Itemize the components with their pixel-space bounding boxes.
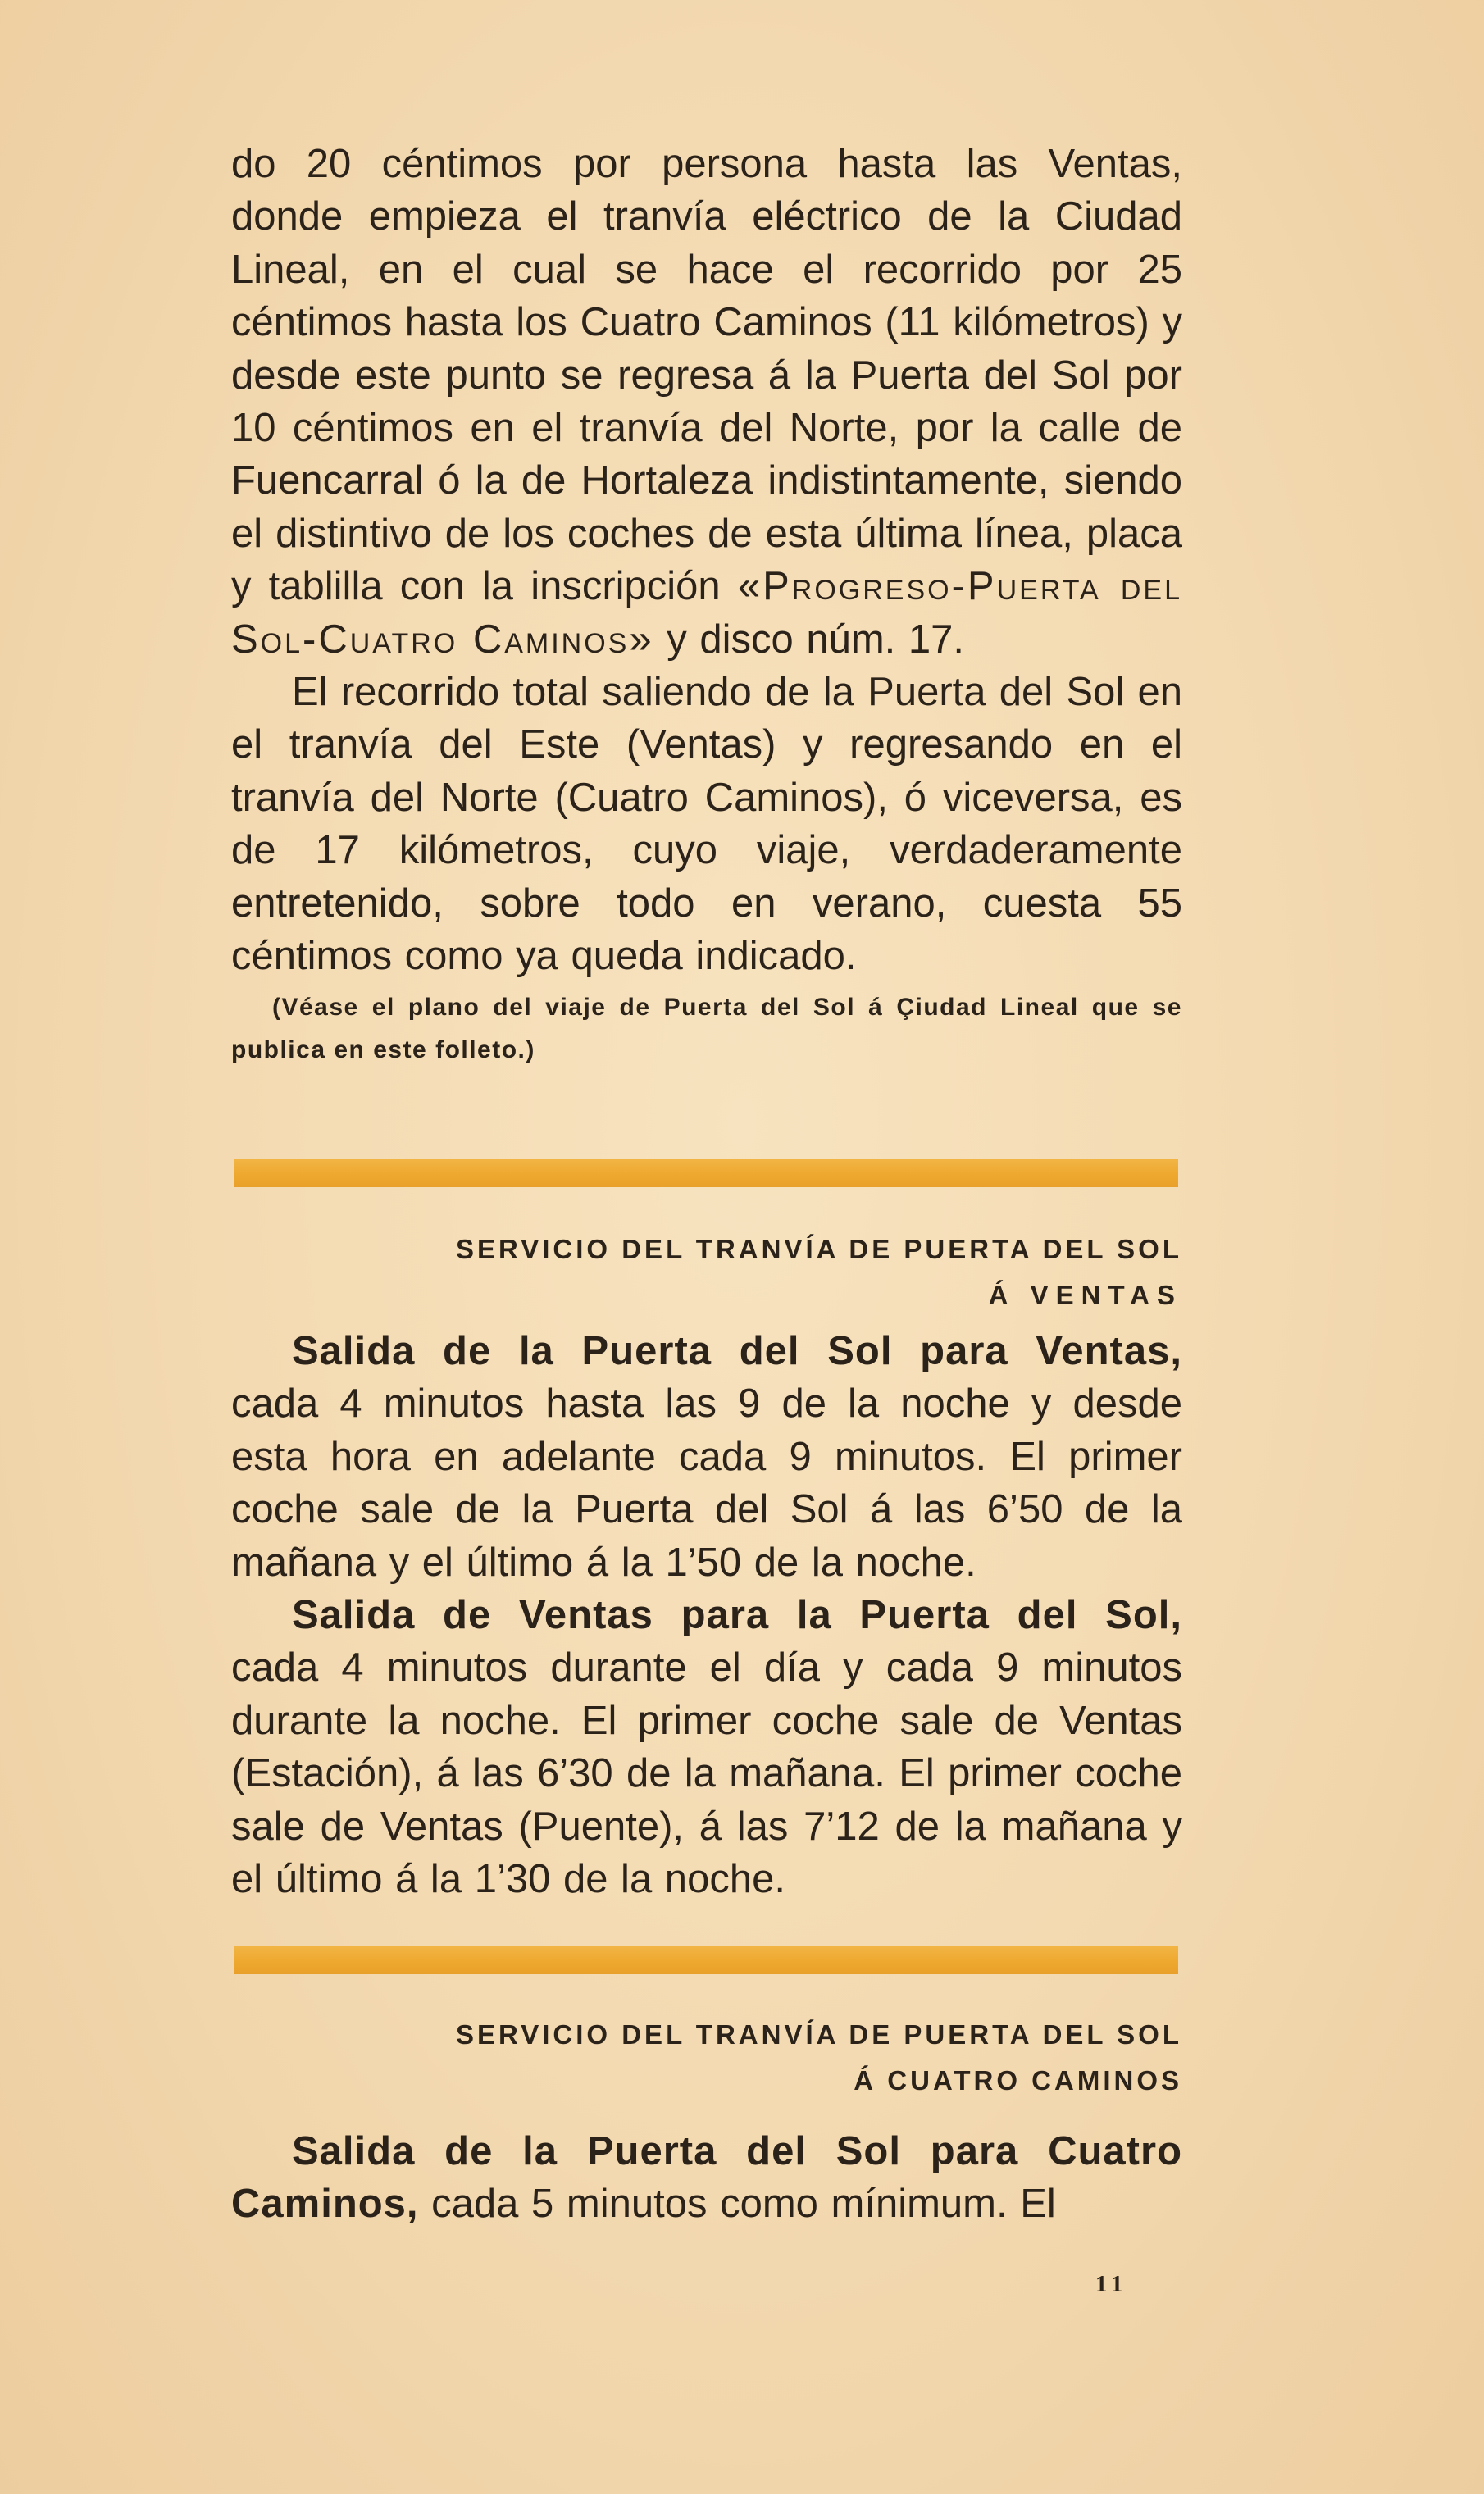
intro-text-end: y disco núm. 17. [653,617,964,662]
schedule-text: cada 4 minutos hasta las 9 de la noche y desde esta hora en adelante cada 9 minutos. El primer coche sale de la Puerta del Sol á las 6’50 de la mañana y el último á la 1’50 de la noche. [231,1381,1182,1585]
section-heading-cuatro-caminos [231,2012,1182,2104]
intro-text: do 20 céntimos por persona hasta las Ventas, donde empieza el tranvía eléctrico de la Ciudad Lineal, en el cual se hace el recorrido por 25 céntimos hasta los Cuatro Caminos (11 kilómetros) y desde este punto se regresa á la Puerta del Sol por 10 céntimos en el tranvía del Norte, por la calle de Fuencarral ó la de Hortaleza indistintamente, siendo el distintivo de los coches de esta última línea, placa y tablilla con la inscripción [231,142,1182,609]
intro-block [231,138,1182,1072]
schedule-title: Salida de la Puerta del Sol para Ventas, [292,1329,1182,1373]
schedule-title: Salida de la Puerta del Sol para Cuatro Caminos, [231,2129,1182,2227]
divider-bar [234,1946,1178,1974]
intro-paragraph-2: El recorrido total saliendo de la Puerta del Sol en el tranvía del Este (Ventas) y regresando en el tranvía del Norte (Cuatro Caminos), ó viceversa, es de 17 kilómetros, cuyo viaje, verdaderamente entretenido, sobre todo en verano, cuesta 55 céntimos como ya queda indicado. [231,670,1182,979]
divider-bar [234,1159,1178,1187]
cuatro-paragraph-1 [231,2125,1182,2231]
ventas-paragraph-1 [231,1325,1182,1589]
inscription-text: «Progreso-Puerta del Sol-Cuatro Caminos» [231,564,1182,662]
section-heading-ventas [231,1227,1182,1318]
heading-line-1: SERVICIO DEL TRANVÍA DE PUERTA DEL SOL [455,2019,1182,2050]
ventas-paragraph-2 [231,1589,1182,1905]
heading-line-2: Á VENTAS [988,1280,1182,1310]
ventas-block [231,1325,1182,1905]
schedule-title: Salida de Ventas para la Puerta del Sol, [292,1593,1182,1638]
intro-paragraph-1 [231,138,1182,666]
schedule-text: cada 4 minutos durante el día y cada 9 minutos durante la noche. El primer coche sale de Ventas (Estación), á las 6’30 de la mañana. El primer coche sale de Ventas (Puente), á las 7’12 de la mañana y el último á la 1’30 de la noche. [231,1645,1182,1902]
heading-line-2: Á CUATRO CAMINOS [854,2065,1182,2096]
schedule-text: cada 5 minutos como mínimum. El [418,2182,1056,2227]
plan-note: (Véase el plano del viaje de Puerta del Sol á Çiudad Lineal que se publica en este folleto.) [231,993,1182,1063]
cuatro-caminos-block [231,2125,1182,2231]
page-number: 11 [1095,2271,1128,2297]
heading-line-1: SERVICIO DEL TRANVÍA DE PUERTA DEL SOL [455,1234,1182,1264]
